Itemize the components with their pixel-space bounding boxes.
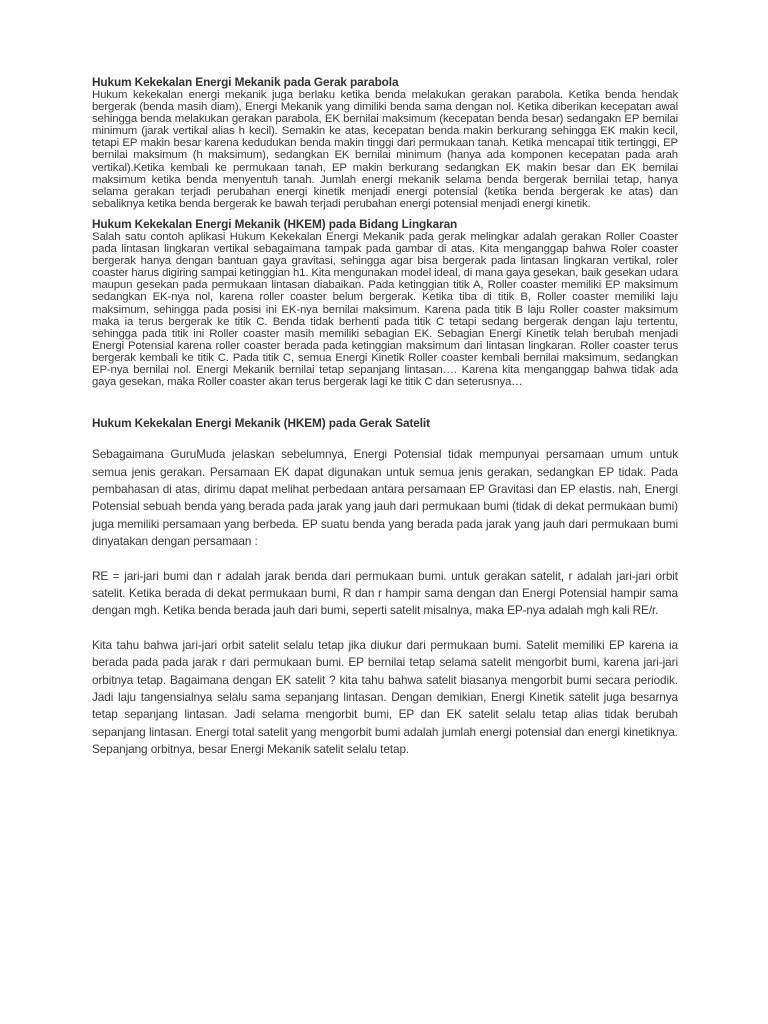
paragraph: Salah satu contoh aplikasi Hukum Kekekalan Energi Mekanik pada gerak melingkar adalah gerakan Roller Coaster pada lintasan lingkaran vertikal sebagaimana tampak pada gambar di atas. Kita menganggap bahwa Roler coaster bergerak hanya dengan bantuan gaya gravitasi, sehingga agar bisa bergerak pada lintasan lingkaran vertikal, roler coaster harus digiring sampai ketinggian h1. Kita mengunakan model ideal, di mana gaya gesekan, baik gesekan udara maupun gesekan pada permukaan lintasan diabaikan. Pada ketinggian titik A, Roller coaster memiliki EP maksimum sedangkan EK-nya nol, karena roller coaster belum bergerak. Ketika tiba di titik B, Roller coaster memiliki laju maksimum, sehingga pada posisi ini EK-nya bernilai maksimum. Karena pada titik B laju Roller coaster maksimum maka ia terus bergerak ke titik C. Benda tidak berhenti pada titik C tetapi sedang bergerak dengan laju tertentu, sehingga pada titik ini Roller coaster masih memiliki sebagian EK. Sebagian Energi Kinetik telah berubah menjadi Energi Potensial karena roller coaster berada pada ketinggian maksimum dari lintasan lingkaran. Roller coaster terus bergerak kembali ke titik C. Pada titik C, semua Energi Kinetik Roller coaster kembali bernilai maksimum, sedangkan EP-nya bernilai nol. Energi Mekanik bernilai tetap sepanjang lintasan…. Karena kita menganggap bahwa tidak ada gaya gesekan, maka Roller coaster akan terus bergerak lagi ke titik C dan seterusnya… [92,230,678,389]
section-parabola [92,76,678,210]
section-title: Hukum Kekekalan Energi Mekanik (HKEM) pada Gerak Satelit [92,416,430,431]
section-title: Hukum Kekekalan Energi Mekanik (HKEM) pada Bidang Lingkaran [92,216,458,231]
section-title: Hukum Kekekalan Energi Mekanik pada Gerak parabola [92,75,399,89]
paragraph: Kita tahu bahwa jari-jari orbit satelit selalu tetap jika diukur dari permukaan bumi. Satelit memiliki EP karena ia berada pada pada jarak r dari permukaan bumi. EP bernilai tetap selama satelit mengorbit bumi, karena jari-jari orbitnya tetap. Bagaimana dengan EK satelit ? kita tahu bahwa satelit biasanya mengorbit bumi secara periodik. Jadi laju tangensialnya selalu sama sepanjang lintasan. Dengan demikian, Energi Kinetik satelit juga besarnya tetap sepanjang lintasan. Jadi selama mengorbit bumi, EP dan EK satelit selalu tetap alias tidak berubah sepanjang lintasan. Energi total satelit yang mengorbit bumi adalah jumlah energi potensial dan energi kinetiknya. Sepanjang orbitnya, besar Energi Mekanik satelit selalu tetap. [92,637,678,757]
document-page [92,76,678,776]
paragraph: Sebagaimana GuruMuda jelaskan sebelumnya, Energi Potensial tidak mempunyai persamaan umum untuk semua jenis gerakan. Persamaan EK dapat digunakan untuk semua jenis gerakan, sedangkan EP tidak. Pada pembahasan di atas, dirimu dapat melihat perbedaan antara persamaan EP Gravitasi dan EP elastis. nah, Energi Potensial sebuah benda yang berada pada jarak yang jauh dari permukaan bumi (tidak di dekat permukaan bumi) juga memiliki persamaan yang berbeda. EP suatu benda yang berada pada jarak yang jauh dari permukaan bumi dinyatakan dengan persamaan : [92,447,678,549]
paragraph: RE = jari-jari bumi dan r adalah jarak benda dari permukaan bumi. untuk gerakan satelit, r adalah jari-jari orbit satelit. Ketika berada di dekat permukaan bumi, R dan r hampir sama dengan dan Energi Potensial hampir sama dengan mgh. Ketika benda berada jauh dari bumi, seperti satelit misalnya, maka EP-nya adalah mgh kali RE/r. [92,568,678,618]
section-lingkaran [92,218,678,388]
paragraph: Hukum kekekalan energi mekanik juga berlaku ketika benda melakukan gerakan parabola. Ketika benda hendak bergerak (benda masih diam), Energi Mekanik yang dimiliki benda sama dengan nol. Ketika diberikan kecepatan awal sehingga benda melakukan gerakan parabola, EK bernilai maksimum (kecepatan benda besar) sedangakn EP bernilai minimum (jarak vertikal alias h kecil). Semakin ke atas, kecepatan benda makin berkurang sehingga EK makin kecil, tetapi EP makin besar karena kedudukan benda makin tinggi dari permukaan tanah. Ketika mencapai titik tertinggi, EP bernilai maksimum (h maksimum), sedangkan EK bernilai minimum (hanya ada komponen kecepatan pada arah vertikal).Ketika kembali ke permukaan tanah, EP makin berkurang sedangkan EK makin besar dan EK bernilai maksimum ketika benda menyentuh tanah. Jumlah energi mekanik selama benda bergerak bernilai tetap, hanya selama gerakan terjadi perubahan energi kinetik menjadi energi potensial (ketika benda bergerak ke atas) dan sebaliknya ketika benda bergerak ke bawah terjadi perubahan energi potensial menjadi energi kinetik. [92,89,678,210]
section-satelit [92,416,678,759]
